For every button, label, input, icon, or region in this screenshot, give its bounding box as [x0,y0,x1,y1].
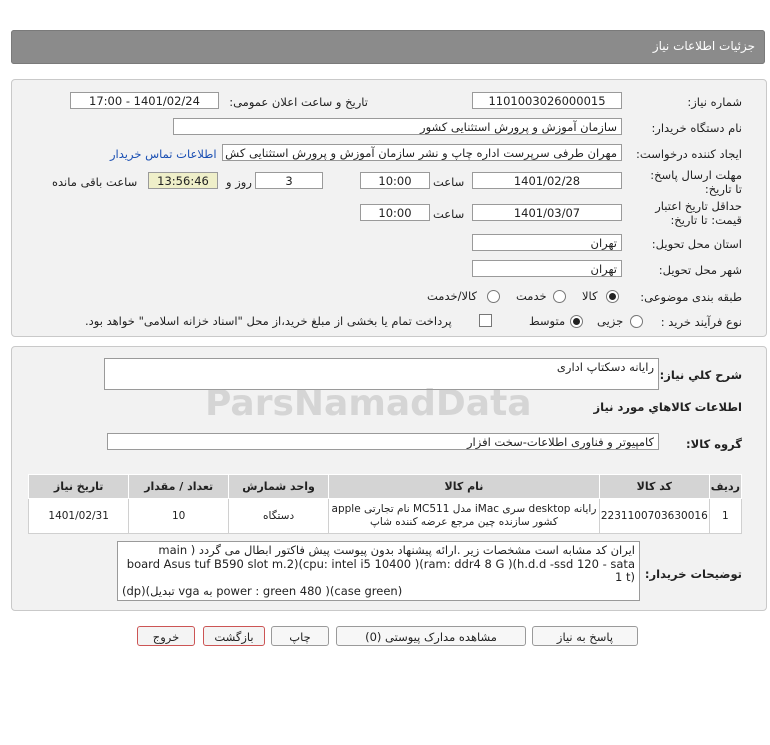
days-label: روز و [226,175,252,189]
back-button[interactable]: بازگشت [203,626,265,646]
process-medium-radio[interactable] [570,315,583,328]
summary-label: شرح كلي نياز: [659,368,742,382]
col-unit: واحد شمارش [229,475,329,499]
category-goods-radio[interactable] [606,290,619,303]
col-index: ردیف [709,475,741,499]
validity-time-label: ساعت [433,207,465,221]
row-name [329,499,600,534]
page-title: جزئیات اطلاعات نیاز [652,39,755,53]
buyer-notes-line-1: ایران کد مشابه است مشخصات زیر .ارائه پیشنهاد بدون پیوست پیش فاکتور ابطال می گردد ( main [158,543,635,557]
reply-deadline-label: مهلت ارسال پاسخ: تا تاریخ: [650,168,742,196]
buyer-org-field: سازمان آموزش و پرورش استثنایی کشور [173,118,622,135]
reply-time-label: ساعت [433,175,465,189]
reply-button[interactable]: پاسخ به نیاز [532,626,638,646]
reply-time-field: 10:00 [360,172,430,189]
category-goods-label: کالا [582,289,598,303]
col-date: تاریخ نیاز [29,475,129,499]
category-goods-service-label: کالا/خدمت [427,289,478,303]
buyer-notes-field [117,541,640,601]
process-minor-radio[interactable] [630,315,643,328]
need-number-field: 1101003026000015 [472,92,622,109]
validity-label: حداقل تاریخ اعتبار قیمت: تا تاریخ: [655,199,742,227]
table-row [29,499,742,534]
delivery-province-label: استان محل تحویل: [651,237,742,251]
validity-time-field: 10:00 [360,204,430,221]
row-code: 2231100703630016 [599,499,709,534]
summary-field: رایانه دسکتاپ اداری [104,358,659,390]
buyer-notes-label: توضیحات خریدار: [644,567,742,581]
print-button[interactable]: چاپ [271,626,329,646]
contact-buyer-link[interactable]: اطلاعات تماس خریدار [110,147,217,161]
goods-table [28,474,742,534]
buyer-notes-line-3: 1 t) [615,570,635,584]
delivery-province-field: تهران [472,234,622,251]
validity-date-field: 1401/03/07 [472,204,622,221]
treasury-checkbox[interactable] [479,314,492,327]
category-goods-service-radio[interactable] [487,290,500,303]
attachments-button[interactable]: مشاهده مدارک پیوستی (0) [336,626,526,646]
buyer-org-label: نام دستگاه خریدار: [651,121,742,135]
remaining-time-field: 13:56:46 [148,172,218,189]
creator-field: مهران طرفی سرپرست اداره چاپ و نشر سازمان آموزش و پرورش استثنایی کش [222,144,622,161]
process-label: نوع فرآیند خرید : [660,315,742,329]
row-name-line1: رایانه desktop سری iMac مدل MC511 نام تجارتی apple [331,503,597,515]
col-name: نام کالا [329,475,600,499]
category-label: طبقه بندی موضوعی: [640,290,742,304]
payment-note: پرداخت تمام یا بخشی از مبلغ خرید،از محل "اسناد خزانه اسلامی" خواهد بود. [85,314,452,328]
reply-date-field: 1401/02/28 [472,172,622,189]
col-qty: تعداد / مقدار [129,475,229,499]
category-service-label: خدمت [516,289,547,303]
row-qty: 10 [129,499,229,534]
need-number-label: شماره نیاز: [687,95,742,109]
row-index: 1 [709,499,741,534]
announce-label: تاریخ و ساعت اعلان عمومی: [229,95,368,109]
goods-info-title: اطلاعات کالاهاي مورد نياز [593,400,742,414]
page-header [11,30,765,64]
announce-field: 1401/02/24 - 17:00 [70,92,219,109]
watermark-logo: ParsNamadData [205,383,532,424]
col-code: کد کالا [599,475,709,499]
process-minor-label: جزیی [597,314,624,328]
delivery-city-label: شهر محل تحویل: [658,263,742,277]
category-service-radio[interactable] [553,290,566,303]
days-field: 3 [255,172,323,189]
goods-group-field: کامپیوتر و فناوری اطلاعات-سخت افزار [107,433,659,450]
process-medium-label: متوسط [529,314,566,328]
exit-button[interactable]: خروج [137,626,195,646]
buyer-notes-line-4: (case green)( power : green 480 به vga تبدیل)(dp) [122,583,403,598]
buyer-notes-line-2: board Asus tuf B590 slot m.2)(cpu: intel i5 10400 )(ram: ddr4 8 G )(h.d.d -ssd 120 - sata [126,556,635,571]
row-date: 1401/02/31 [29,499,129,534]
creator-label: ایجاد کننده درخواست: [636,147,742,161]
row-name-line2: کشور سازنده چین مرجع عرضه کننده شاپ [370,516,558,528]
row-unit: دستگاه [229,499,329,534]
goods-group-label: گروه کالا: [686,437,742,451]
remaining-label: ساعت باقی مانده [52,175,138,189]
delivery-city-field: تهران [472,260,622,277]
